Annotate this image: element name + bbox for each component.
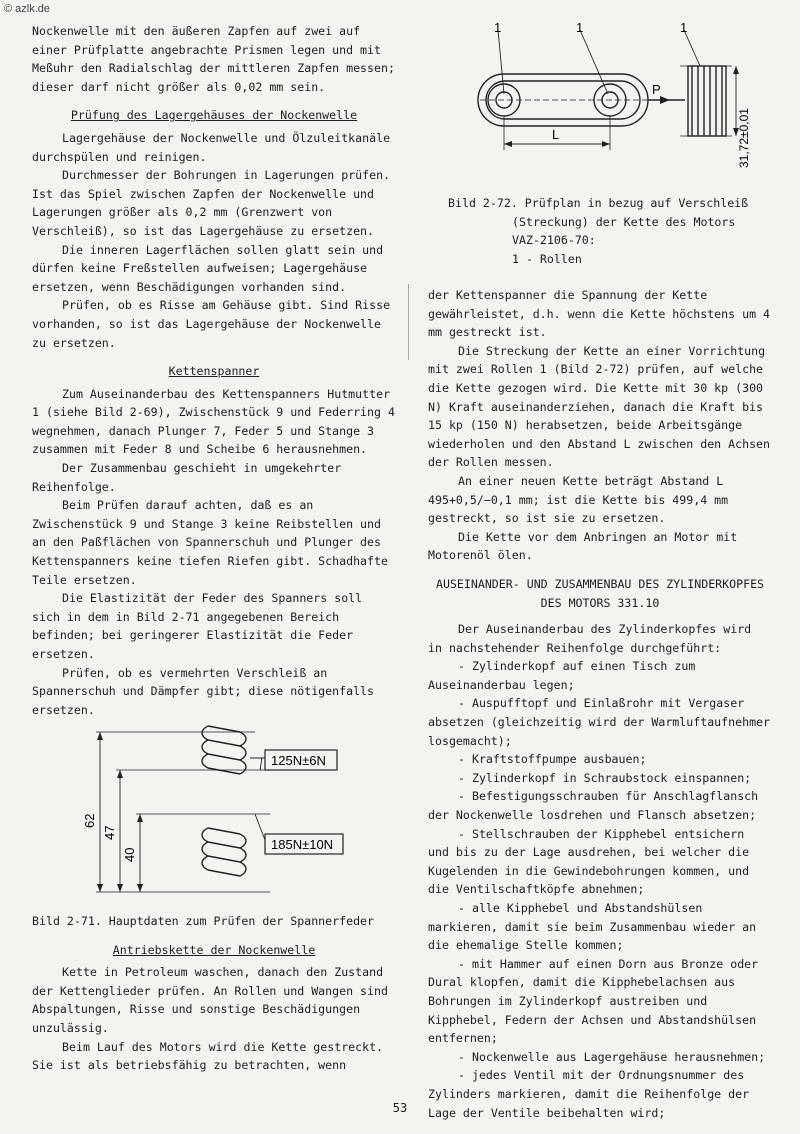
watermark: © azlk.de [4,3,51,15]
callout-1-a: 1 [494,20,502,35]
paragraph: - Kraftstoffpumpe ausbauen; [458,752,647,767]
callout-1-b: 1 [576,20,584,35]
force-label-upper: 125N±6N [271,753,326,768]
right-column [428,286,778,1122]
page-number: 53 [392,1101,408,1115]
figure-2-72 [440,18,780,190]
paragraph: - alle Kipphebel und Abstandshülsen markieren, damit sie beim Zusammenbau wieder an die ehemalige Stelle kommen; [428,901,764,953]
section-heading: AUSEINANDER- UND ZUSAMMENBAU DES ZYLINDERKOPFES DES MOTORS 331.10 [435,576,772,610]
paragraph: - mit Hammer auf einen Dorn aus Bronze oder Dural klopfen, damit die Kipphebelachsen aus Bohrungen im Zylinderkopf austreiben und Kipphebel, Federn der Achsen und Abstandshülsen entfernen; [428,956,766,1046]
force-label-p: P [652,82,661,97]
paragraph: Der Auseinanderbau des Zylinderkopfes wird in nachstehender Reihenfolge durchgeführt: [428,622,759,655]
dim-40: 40 [122,847,137,862]
paragraph: Die Elastizität der Feder des Spanners soll sich in dem in Bild 2-71 angegebenen Bereich befinden; bei geringerer Elastizität die Feder ersetzen. [32,591,370,661]
paragraph: - Nockenwelle aus Lagergehäuse herausnehmen; [458,1049,766,1064]
paragraph: - Befestigungsschrauben für Anschlagflansch der Nockenwelle losdrehen und Flansch absetzen; [428,789,766,823]
left-column [32,22,402,719]
paragraph: Prüfen, ob es Risse am Gehäuse gibt. Sind Risse vorhanden, so ist das Lagergehäuse der Nockenwelle zu ersetzen. [32,298,398,350]
paragraph: - Auspufftopf und Einlaßrohr mit Vergaser absetzen (gleichzeitig wird der Warmluftaufnehmer losgemacht); [428,696,778,748]
caption-line: VAZ-2106-70: [512,233,596,248]
dim-47: 47 [102,825,117,840]
caption-line: 1 - Rollen [512,251,582,266]
paragraph: Zum Auseinanderbau des Kettenspanners Hutmutter 1 (siehe Bild 2-69), Zwischenstück 9 und Federring 4 wegnehmen, danach Plunger 7, Feder 5 und Stange 3 zusammen mit Feder 8 und Scheibe 6 herausnehmen. [32,386,402,457]
paragraph: Nockenwelle mit den äußeren Zapfen auf zwei auf einer Prüfplatte angebrachte Prismen legen und mit Meßuhr den Radialschlag der mittleren Zapfen messen; dieser darf nicht größer als 0,02 mm sein. [32,24,402,94]
figure-2-72-caption [448,194,778,268]
left-column-bottom [32,906,396,1075]
dim-31-72: 31,72±0,01 [737,108,751,168]
paragraph: Prüfen, ob es vermehrten Verschleiß an Spannerschuh und Dämpfer gibt; diese nötigenfalls ersetzen. [32,665,382,717]
caption-line: (Streckung) der Kette des Motors [512,214,736,229]
paragraph: Beim Lauf des Motors wird die Kette gestreckt. Sie ist als betriebsfähig zu betrachten, wenn [32,1039,391,1073]
paragraph: - jedes Ventil mit der Ordnungsnummer des Zylinders markieren, damit die Reihenfolge der Lage der Ventile beibehalten wird; [428,1068,757,1120]
callout-1-c: 1 [680,20,688,35]
dim-62: 62 [82,813,97,828]
paragraph: der Kettenspanner die Spannung der Kette gewährleistet, d.h. wenn die Kette höchstens um 4 mm gestreckt ist. [428,288,778,340]
paragraph: - Zylinderkopf in Schraubstock einspannen; [458,770,752,785]
paragraph: An einer neuen Kette beträgt Abstand L 495+0,5/−0,1 mm; ist die Kette bis 499,4 mm gestreckt, so ist sie zu ersetzen. [428,473,736,526]
paragraph: Die inneren Lagerflächen sollen glatt sein und dürfen keine Freßstellen aufweisen; Lagergehäuse ersetzen, wenn Beschädigungen vorhanden sind. [32,242,391,294]
paragraph: Die Kette vor dem Anbringen an Motor mit Motorenöl ölen. [428,529,745,563]
paragraph: - Stellschrauben der Kipphebel entsichern und bis zu der Lage ausdrehen, bei welcher die Kugelenden in die Gewindebohrungen kommen, und die Ventilschaftköpfe abnehmen; [428,826,757,897]
paragraph: - Zylinderkopf auf einen Tisch zum Auseinanderbau legen; [428,659,703,692]
caption-line: Bild 2-72. Prüfplan in bezug auf Verschleiß [448,196,749,210]
paragraph: Kette in Petroleum waschen, danach den Zustand der Kettenglieder prüfen. An Rollen und Wangen sind Abspaltungen, Risse und sonstige Beschädigungen unzulässig. [32,965,395,1035]
force-label-lower: 185N±10N [271,837,334,852]
column-divider [408,284,409,360]
paragraph: Die Streckung der Kette an einer Vorrichtung mit zwei Rollen 1 (Bild 2-72) prüfen, auf welche die Kette gezogen wird. Die Kette mit 30 kp (300 N) Kraft auseinanderziehen, danach die Kraft bis 15 kp (150 N) herabsetzen, beide Arbeitsgänge wiederholen und den Abstand L zwischen den Achsen der Rollen messen. [428,343,778,470]
figure-2-71 [40,718,400,908]
section-heading: Prüfung des Lagergehäuses der Nockenwelle [70,108,358,123]
paragraph: Der Zusammenbau geschieht in umgekehrter Reihenfolge. [32,461,349,494]
paragraph: Lagergehäuse der Nockenwelle und Ölzuleitkanäle durchspülen und reinigen. [32,130,398,164]
section-heading: Antriebskette der Nockenwelle [112,942,316,957]
figure-caption: Bild 2-71. Hauptdaten zum Prüfen der Spannerfeder [32,914,375,928]
section-heading: Kettenspanner [168,364,260,379]
paragraph: Durchmesser der Bohrungen in Lagerungen prüfen. Ist das Spiel zwischen Zapfen der Nockenwelle und Lagerungen größer als 0,2 mm (Grenzwert von Verschleiß), so ist das Lagergehäuse zu ersetzen. [32,168,398,238]
length-label-l: L [552,127,560,142]
paragraph: Beim Prüfen darauf achten, daß es an Zwischenstück 9 und Stange 3 keine Reibstellen und an den Paßflächen von Spannerschuh und Plunger des Kettenspanners keine tiefen Riefen gibt. Schadhafte Teile ersetzen. [32,498,395,587]
